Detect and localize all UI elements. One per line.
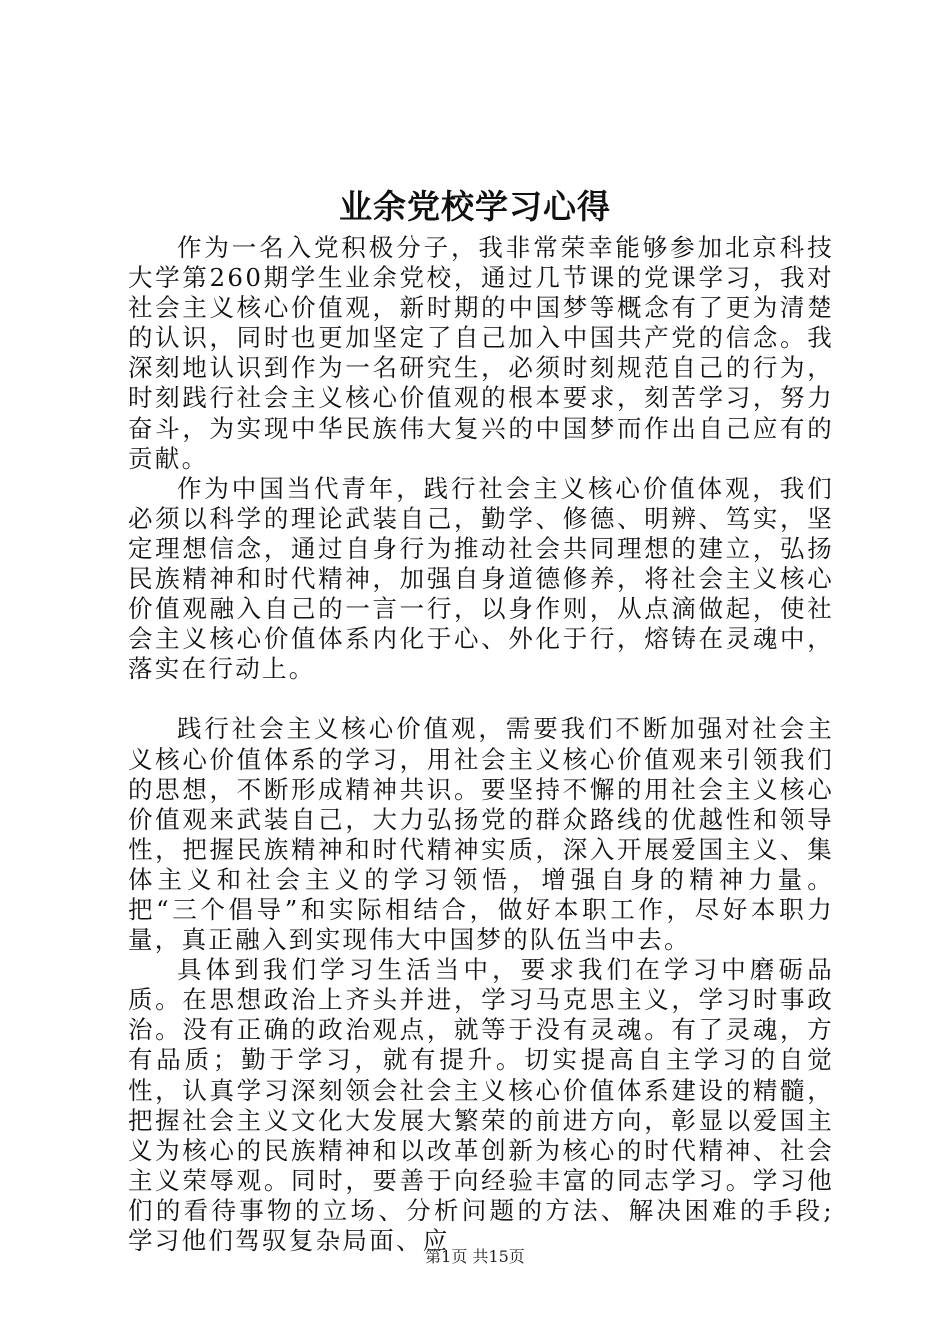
page-number-footer: 第1页 共15页 <box>425 1247 525 1266</box>
paragraph-1: 作为一名入党积极分子，我非常荣幸能够参加北京科技大学第260期学生业余党校，通过几节课的党课学习，我对社会主义核心价值观，新时期的中国梦等概念有了更为清楚的认识，同时也更加坚定了自己加入中国共产党的信念。我深刻地认识到作为一名研究生，必须时刻规范自己的行为，时刻践行社会主义核心价值观的根本要求，刻苦学习，努力奋斗，为实现中华民族伟大复兴的中国梦而作出自己应有的贡献。 <box>128 233 834 473</box>
document-body <box>128 233 834 1256</box>
document-title: 业余党校学习心得 <box>339 187 611 226</box>
paragraph-3: 践行社会主义核心价值观，需要我们不断加强对社会主义核心价值体系的学习，用社会主义核心价值观来引领我们的思想，不断形成精神共识。要坚持不懈的用社会主义核心价值观来武装自己，大力弘扬党的群众路线的优越性和领导性，把握民族精神和时代精神实质，深入开展爱国主义、集体主义和社会主义的学习领悟，增强自身的精神力量。把“三个倡导”和实际相结合，做好本职工作，尽好本职力量，真正融入到实现伟大中国梦的队伍当中去。 <box>128 714 834 955</box>
paragraph-2: 作为中国当代青年，践行社会主义核心价值体观，我们必须以科学的理论武装自己，勤学、修德、明辨、笃实，坚定理想信念，通过自身行为推动社会共同理想的建立，弘扬民族精神和时代精神，加强自身道德修养，将社会主义核心价值观融入自己的一言一行，以身作则，从点滴做起，使社会主义核心价值体系内化于心、外化于行，熔铸在灵魂中，落实在行动上。 <box>128 473 834 684</box>
paragraph-4: 具体到我们学习生活当中，要求我们在学习中磨砺品质。在思想政治上齐头并进，学习马克思主义，学习时事政治。没有正确的政治观点，就等于没有灵魂。有了灵魂，方有品质；勤于学习，就有提升。切实提高自主学习的自觉性，认真学习深刻领会社会主义核心价值体系建设的精髓，把握社会主义文化大发展大繁荣的前进方向，彰显以爱国主义为核心的民族精神和以改革创新为核心的时代精神、社会主义荣辱观。同时，要善于向经验丰富的同志学习。学习他们的看待事物的立场、分析问题的方法、解决困难的手段;学习他们驾驭复杂局面、应 <box>128 955 834 1255</box>
